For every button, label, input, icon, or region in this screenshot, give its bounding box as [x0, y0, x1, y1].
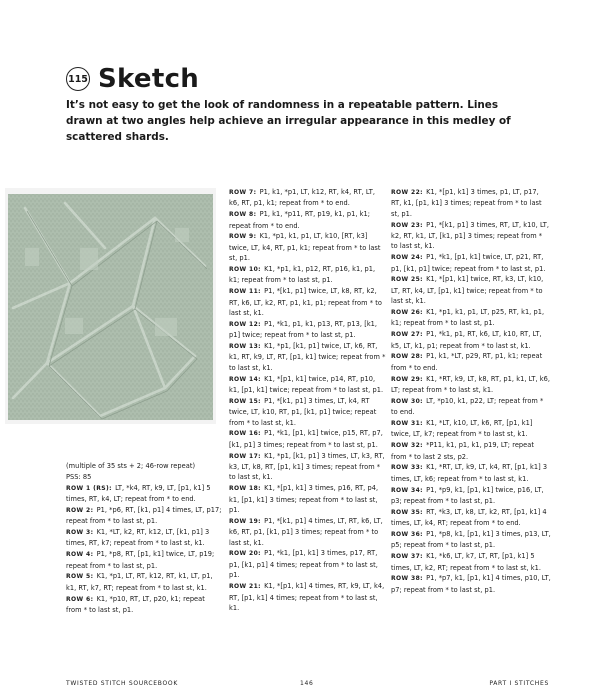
- instructions-column-1: [66, 461, 222, 616]
- row-text: K1, *p10, RT, LT, p20, k1; repeat from * to last st, p1.: [66, 594, 205, 615]
- row-label: ROW 29:: [391, 375, 423, 383]
- row-text: K1, *p1, [k1, p1] 3 times, LT, k3, RT, k3, LT, k8, RT, [p1, k1] 3 times; repeat from * to last st, k1.: [229, 451, 385, 482]
- instruction-row: [66, 527, 222, 549]
- instruction-row: [391, 374, 551, 396]
- pattern-header: [66, 64, 199, 94]
- row-text: P1, *p8, k1, [p1, k1] 3 times, p13, LT, p5; repeat from * to last st, p1.: [391, 530, 551, 550]
- row-label: ROW 36:: [391, 531, 423, 539]
- row-label: ROW 21:: [229, 583, 261, 591]
- row-label: ROW 37:: [391, 553, 423, 561]
- instruction-row: [229, 209, 386, 231]
- row-text: K1, *[p1, k1] twice, p14, RT, p10, k1, [p1, k1] twice; repeat from * to last st, p1.: [229, 374, 384, 395]
- row-label: ROW 2:: [66, 506, 94, 514]
- row-text: K1, *p1, k1, p1, LT, k10, [RT, k3] twice, LT, k4, RT, p1, k1; repeat from * to last st, p1.: [229, 232, 381, 263]
- footer-section: PART I STITCHES: [489, 680, 549, 687]
- row-text: P1, *p6, RT, [k1, p1] 4 times, LT, p17; repeat from * to last st, p1.: [66, 505, 222, 526]
- row-text: P1, *k1, [p1, k1] 3 times, p17, RT, p1, [k1, p1] 4 times; repeat from * to last st, p1.: [229, 549, 378, 580]
- row-text: K1, *LT, k2, RT, k12, LT, [k1, p1] 3 times, RT, k7; repeat from * to last st, k1.: [66, 528, 210, 548]
- row-label: ROW 14:: [229, 375, 261, 383]
- row-label: ROW 32:: [391, 442, 423, 450]
- instruction-row: [391, 220, 551, 252]
- instruction-row: [391, 418, 551, 440]
- row-label: ROW 20:: [229, 550, 261, 558]
- knit-swatch-illustration: [5, 188, 216, 424]
- pss-note: PSS: 85: [66, 472, 92, 481]
- instruction-row: [391, 187, 551, 219]
- row-text: P1, *k1, p1, k1, p13, RT, p13, [k1, p1] twice; repeat from * to last st, p1.: [229, 319, 378, 340]
- instruction-row: [229, 581, 386, 613]
- instruction-row: [229, 374, 386, 396]
- row-label: ROW 11:: [229, 288, 261, 296]
- row-label: ROW 34:: [391, 486, 423, 494]
- instruction-row: [229, 483, 386, 515]
- row-label: ROW 10:: [229, 266, 261, 274]
- row-text: P1, *k1, [p1, k1] twice, LT, p21, RT, p1, [k1, p1] twice; repeat from * to last st, p1.: [391, 253, 546, 273]
- instruction-row: [391, 252, 551, 274]
- instruction-row: [391, 507, 551, 529]
- row-label: ROW 19:: [229, 517, 261, 525]
- instruction-row: [391, 307, 551, 329]
- pattern-title: Sketch: [98, 64, 200, 94]
- instructions-column-3: [391, 187, 551, 596]
- row-text: P1, *[k1, p1] 3 times, LT, k4, RT twice, LT, k10, RT, p1, [k1, p1] twice; repeat from * to last st, k1.: [229, 396, 377, 427]
- row-label: ROW 31:: [391, 420, 423, 428]
- instruction-row: [229, 396, 386, 428]
- row-text: K1, *[p1, k1] twice, RT, k3, LT, k10, LT, RT, k4, LT, [p1, k1] twice; repeat from * to last st, k1.: [391, 275, 544, 306]
- row-text: RT, *k3, LT, k8, LT, k2, RT, [p1, k1] 4 times, LT, k4, RT; repeat from * to end.: [391, 507, 547, 528]
- row-text: K1, *RT, k9, LT, k8, RT, p1, k1, LT, k6, LT; repeat from * to last st, k1.: [391, 374, 551, 395]
- instruction-row: [391, 462, 551, 484]
- instruction-row: [66, 505, 222, 527]
- instruction-row: [229, 319, 386, 341]
- row-text: K1, *[p1, k1] 4 times, RT, k9, LT, k4, RT, [p1, k1] 4 times; repeat from * to last st, k1.: [229, 582, 385, 612]
- instruction-row: [391, 329, 551, 351]
- row-text: K1, *p1, k1, p1, LT, p25, RT, k1, p1, k1; repeat from * to last st, p1.: [391, 308, 545, 328]
- row-label: ROW 1 (RS):: [66, 484, 112, 492]
- instruction-row: [229, 548, 386, 580]
- instruction-row: [229, 451, 386, 483]
- row-text: K1, *p1, LT, RT, k12, RT, k1, LT, p1, k1, RT, k7, RT; repeat from * to last st, k1.: [66, 572, 213, 592]
- pattern-number-badge: 115: [66, 67, 90, 91]
- row-text: K1, *p1, k1, p12, RT, p16, k1, p1, k1; repeat from * to last st, p1.: [229, 265, 376, 285]
- row-label: ROW 30:: [391, 397, 423, 405]
- row-text: P1, *k1, [p1, k1] twice, p15, RT, p7, [k1, p1] 3 times; repeat from * to last st, p1.: [229, 429, 383, 449]
- row-label: ROW 18:: [229, 485, 261, 493]
- instruction-row: [391, 529, 551, 551]
- instruction-row: [229, 264, 386, 286]
- footer-book-title: TWISTED STITCH SOURCEBOOK: [66, 680, 178, 687]
- row-text: K1, *[p1, k1] 3 times, p16, RT, p4, k1, [p1, k1] 3 times; repeat from * to last st, p1.: [229, 484, 379, 515]
- row-text: P1, *p8, RT, [p1, k1] twice, LT, p19; repeat from * to last st, p1.: [66, 550, 215, 570]
- row-text: K1, *RT, LT, k9, LT, k4, RT, [p1, k1] 3 times, LT, k6; repeat from * to last st, k1.: [391, 463, 548, 483]
- row-text: P1, *p7, k1, [p1, k1] 4 times, p10, LT, p7; repeat from * to last st, p1.: [391, 574, 551, 594]
- row-label: ROW 3:: [66, 529, 94, 536]
- instruction-row: [229, 341, 386, 373]
- instruction-row: [66, 549, 222, 571]
- row-text: LT, *k4, RT, k9, LT, [p1, k1] 5 times, RT, k4, LT; repeat from * to end.: [66, 483, 211, 503]
- instruction-row: [229, 428, 386, 450]
- multiple-note: (multiple of 35 sts + 2; 46-row repeat): [66, 462, 196, 470]
- row-text: K1, *k6, LT, k7, LT, RT, [p1, k1] 5 times, LT, k2, RT; repeat from * to last st, k1.: [391, 552, 542, 572]
- row-text: P1, k1, *LT, p29, RT, p1, k1; repeat from * to end.: [391, 352, 543, 372]
- row-label: ROW 23:: [391, 221, 423, 229]
- instruction-row: [229, 187, 386, 209]
- instruction-row: [229, 286, 386, 318]
- row-label: ROW 33:: [391, 464, 423, 472]
- row-label: ROW 17:: [229, 452, 261, 460]
- instruction-row: [391, 274, 551, 306]
- row-text: P1, *[k1, p1] 4 times, LT, RT, k6, LT, k6, RT, p1, [k1, p1] 3 times; repeat from * to last st, k1.: [229, 516, 383, 547]
- row-label: ROW 4:: [66, 551, 94, 559]
- row-text: P1, k1, *p11, RT, p19, k1, p1, k1; repeat from * to end.: [229, 210, 370, 230]
- row-label: ROW 6:: [66, 595, 94, 603]
- instruction-row: [229, 516, 386, 548]
- row-label: ROW 28:: [391, 353, 423, 361]
- row-text: K1, *p1, [k1, p1] twice, LT, k6, RT, k1, RT, k9, LT, RT, [p1, k1] twice; repeat from * to last st, k1.: [229, 342, 386, 372]
- instruction-row: [391, 440, 551, 462]
- instruction-row: [66, 571, 222, 593]
- instruction-row: [391, 396, 551, 418]
- row-text: P1, *[k1, p1] twice, LT, k8, RT, k2, RT, k6, LT, k2, RT, p1, k1, p1; repeat from * to last st, k1.: [229, 287, 382, 318]
- row-label: ROW 12:: [229, 320, 261, 328]
- row-label: ROW 22:: [391, 189, 423, 196]
- instruction-row: [391, 573, 551, 595]
- row-label: ROW 16:: [229, 430, 261, 438]
- knit-swatch-image: [5, 188, 216, 424]
- instruction-row: [66, 483, 222, 505]
- instruction-row: [391, 485, 551, 507]
- row-label: ROW 26:: [391, 309, 423, 317]
- row-label: ROW 27:: [391, 331, 423, 339]
- row-label: ROW 25:: [391, 276, 423, 284]
- row-text: P1, *[k1, p1] 3 times, RT, LT, k10, LT, k2, RT, k1, LT, [k1, p1] 3 times; repeat from * to last st, k1.: [391, 220, 549, 251]
- row-text: K1, *[p1, k1] 3 times, p1, LT, p17, RT, k1, [p1, k1] 3 times; repeat from * to last st, p1.: [391, 188, 542, 218]
- row-label: ROW 7:: [229, 189, 257, 196]
- row-text: P1, *k1, p1, RT, k6, LT, k10, RT, LT, k5, LT, k1, p1; repeat from * to last st, k1.: [391, 330, 542, 350]
- pattern-intro: It’s not easy to get the look of randomness in a repeatable pattern. Lines drawn at two angles help achieve an irregular appearance in this medley of scattered shards.: [66, 99, 511, 143]
- row-label: ROW 38:: [391, 575, 423, 583]
- row-label: ROW 5:: [66, 573, 94, 581]
- row-label: ROW 24:: [391, 254, 423, 262]
- row-text: *P11, k1, p1, k1, p19, LT; repeat from * to last 2 sts, p2.: [391, 441, 534, 461]
- instruction-row: [66, 594, 222, 616]
- instructions-column-2: [229, 187, 386, 614]
- row-text: P1, k1, *p1, LT, k12, RT, k4, RT, LT, k6, RT, p1, k1; repeat from * to end.: [229, 188, 375, 208]
- row-label: ROW 15:: [229, 397, 261, 405]
- row-label: ROW 8:: [229, 211, 257, 219]
- row-text: P1, *p9, k1, [p1, k1] twice, p16, LT, p3; repeat from * to last st, p1.: [391, 485, 544, 506]
- instruction-row: [391, 351, 551, 373]
- row-text: K1, *LT, k10, LT, k6, RT, [p1, k1] twice, LT, k7; repeat from * to last st, k1.: [391, 419, 533, 439]
- footer-page-number: 146: [300, 680, 314, 687]
- instruction-row: [229, 231, 386, 263]
- row-label: ROW 35:: [391, 508, 423, 516]
- row-label: ROW 13:: [229, 343, 261, 351]
- row-label: ROW 9:: [229, 233, 257, 241]
- row-text: LT, *p10, k1, p22, LT; repeat from * to end.: [391, 396, 544, 417]
- instruction-row: [391, 551, 551, 573]
